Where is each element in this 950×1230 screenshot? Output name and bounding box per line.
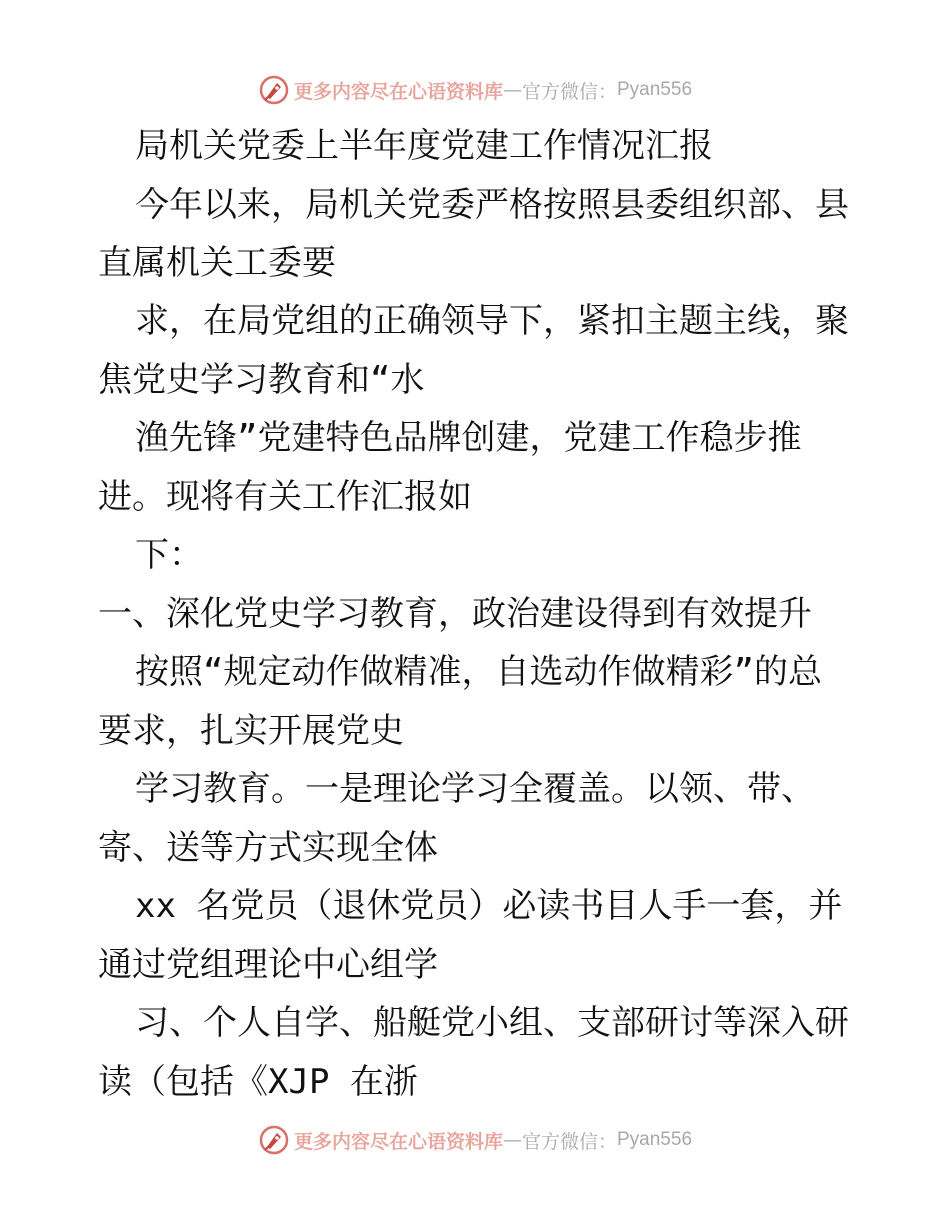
watermark-header <box>0 70 950 110</box>
watermark-contact-label: 官方微信： <box>521 80 617 103</box>
pen-nib-circle-icon <box>258 1124 290 1156</box>
text-line: 今年以来，局机关党委严格按照县委组织部、县 <box>135 185 849 225</box>
watermark-brand-text: 更多内容尽在心语资料库 <box>293 80 503 103</box>
pen-nib-circle-icon <box>258 74 290 106</box>
watermark-brand-text: 更多内容尽在心语资料库 <box>293 1130 503 1153</box>
watermark-contact-id: Pyan556 <box>617 1129 693 1150</box>
text-line: 寄、送等方式实现全体 <box>98 828 438 868</box>
text-line: 要求，扎实开展党史 <box>98 711 404 751</box>
text-line: 下： <box>135 535 203 575</box>
text-line: 渔先锋”党建特色品牌创建，党建工作稳步推 <box>135 418 802 458</box>
section-heading: 一、深化党史学习教育，政治建设得到有效提升 <box>98 594 812 634</box>
text-line: 焦党史学习教育和“水 <box>98 360 425 400</box>
text-line: 读（包括《XJP 在浙 <box>98 1062 418 1102</box>
watermark-footer <box>0 1120 950 1160</box>
text-line: 通过党组理论中心组学 <box>98 945 438 985</box>
watermark-contact-id: Pyan556 <box>617 79 693 100</box>
text-line: 学习教育。一是理论学习全覆盖。以领、带、 <box>135 769 815 809</box>
text-line: 求，在局党组的正确领导下，紧扣主题主线，聚 <box>135 301 849 341</box>
text-line: xx 名党员（退休党员）必读书目人手一套，并 <box>135 886 843 926</box>
text-line: 习、个人自学、船艇党小组、支部研讨等深入研 <box>135 1003 849 1043</box>
watermark-dash: — <box>502 1129 522 1151</box>
watermark-dash: — <box>502 79 522 101</box>
text-line: 直属机关工委要 <box>98 243 336 283</box>
watermark-contact-label: 官方微信： <box>521 1130 617 1153</box>
text-line: 按照“规定动作做精准，自选动作做精彩”的总 <box>135 652 822 692</box>
document-title: 局机关党委上半年度党建工作情况汇报 <box>135 126 713 166</box>
text-line: 进。现将有关工作汇报如 <box>98 477 472 517</box>
